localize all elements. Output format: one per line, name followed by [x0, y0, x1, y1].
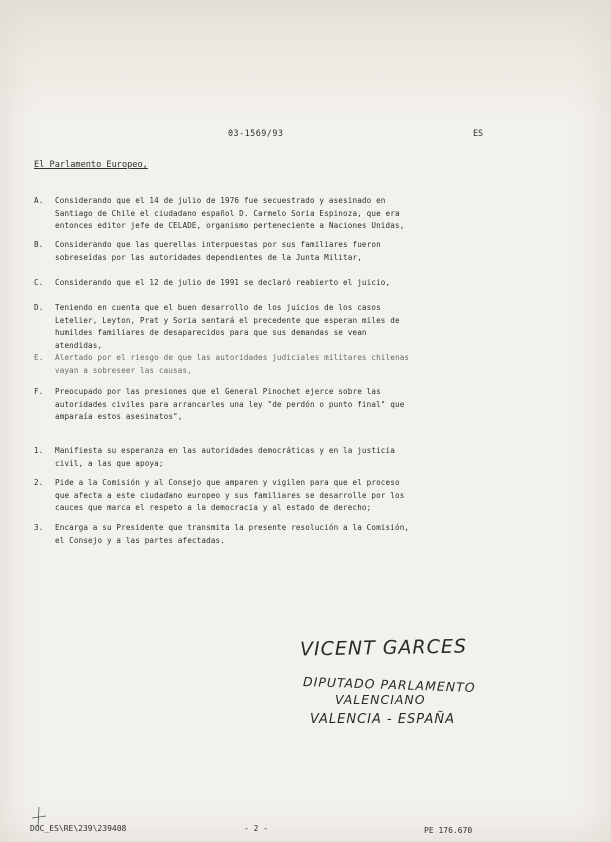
language-code: ES [473, 128, 484, 138]
consideration-text: Considerando que el 12 de julio de 1991 se declaró reabierto el juicio, [55, 278, 391, 287]
resolution-3 [34, 522, 494, 547]
consideration-mark: E. [34, 353, 44, 362]
footer-page-number: - 2 - [244, 824, 269, 833]
document-heading: El Parlamento Europeo, [34, 160, 148, 170]
resolution-text: Manifiesta su esperanza en las autoridades democráticas y en la justicia civil, a las que apoya; [55, 446, 395, 468]
resolution-text: Pide a la Comisión y al Consejo que amparen y vigilen para que el proceso que afecta a este ciudadano europeo y sus familiares se desarrolle por los cauces que marca el respeto a la democracia y al estado de derecho; [55, 478, 405, 513]
resolution-2 [34, 477, 494, 515]
footer-pe-number: PE 176.670 [424, 826, 473, 835]
resolution-1 [34, 445, 494, 470]
consideration-b [34, 239, 494, 264]
document-reference: 03-1569/93 [228, 128, 284, 138]
consideration-f [34, 386, 494, 424]
resolution-text: Encarga a su Presidente que transmita la presente resolución a la Comisión, el Consejo y a las partes afectadas. [55, 523, 410, 545]
signature-title-line1: DIPUTADO PARLAMENTO [302, 673, 476, 696]
consideration-mark: C. [34, 278, 44, 287]
consideration-text: Alertado por el riesgo de que las autoridades judiciales militares chilenas vayan a sobreseer las causas, [55, 353, 410, 375]
signature-name: VICENT GARCES [299, 635, 468, 661]
consideration-e [34, 352, 494, 377]
consideration-text: Preocupado por las presiones que el General Pinochet ejerce sobre las autoridades civiles para arrancarles una ley "de perdón o punto final" que amparaía estos asesinatos", [55, 387, 405, 422]
consideration-text: Considerando que las querellas interpuestas por sus familiares fueron sobreseídas por las autoridades dependientes de la Junta Militar, [55, 240, 381, 262]
consideration-c [34, 277, 494, 290]
resolution-mark: 1. [34, 446, 44, 455]
signature-title-line2: VALENCIANO [335, 692, 426, 707]
consideration-text: Teniendo en cuenta que el buen desarrollo de los juicios de los casos Letelier, Leyton, Prat y Soria sentará el precedente que esperan miles de humildes familiares de desaparecidos para que sus demandas se vean atendidas, [55, 303, 400, 350]
consideration-text: Considerando que el 14 de julio de 1976 fue secuestrado y asesinado en Santiago de Chile el ciudadano español D. Carmelo Soria Espinoza, que era entonces editor jefe de CELADE, organismo perteneciente a Naciones Unidas, [55, 196, 405, 231]
consideration-mark: F. [34, 387, 44, 396]
consideration-d [34, 302, 494, 352]
consideration-mark: D. [34, 303, 44, 312]
resolution-mark: 2. [34, 478, 44, 487]
consideration-mark: A. [34, 196, 44, 205]
consideration-mark: B. [34, 240, 44, 249]
signature-location: VALENCIA - ESPAÑA [310, 712, 456, 727]
consideration-a [34, 195, 494, 233]
resolution-mark: 3. [34, 523, 44, 532]
footer-document-path: DOC_ES\RE\239\239408 [30, 824, 127, 833]
